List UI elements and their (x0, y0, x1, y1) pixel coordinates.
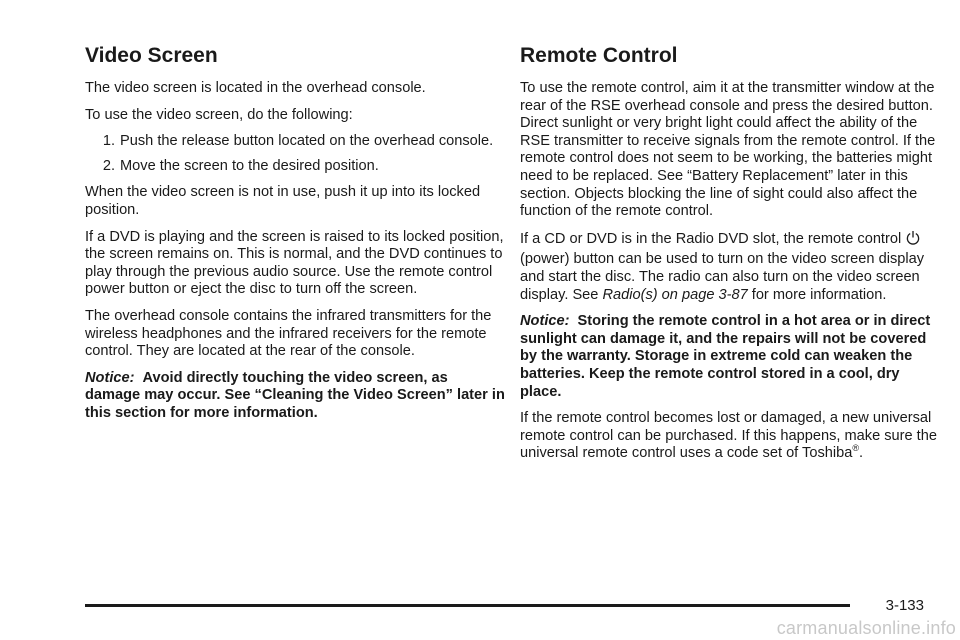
paragraph-end: . (858, 445, 864, 462)
notice-label: Notice: (85, 369, 135, 386)
watermark: carmanualsonline.info (776, 618, 956, 638)
list-item (85, 158, 505, 176)
left-paragraph-4: If a DVD is playing and the screen is raised to its locked position, the screen remains on. This is normal, and the DVD continues to play through the previous audio source. Use the remote control power button or eject the disc to turn off the screen. (85, 228, 504, 298)
left-paragraph-2: To use the video screen, do the following: (85, 106, 353, 123)
left-paragraph-5: The overhead console contains the infrared transmitters for the wireless headphones and the infrared receivers for the remote control. They are located at the rear of the console. (85, 307, 492, 360)
left-notice (85, 370, 505, 423)
step-text: Push the release button located on the overhead console. (120, 133, 494, 150)
remote-control-heading: Remote Control (520, 44, 678, 67)
paragraph-text: (power) button can be used to turn on the video screen display and start the disc. The radio can also turn on the video screen display. See (520, 251, 925, 303)
left-paragraph-1: The video screen is located in the overhead console. (85, 80, 426, 96)
right-paragraph-3 (520, 410, 940, 463)
step-number: 2. (102, 157, 115, 174)
paragraph-text: If the remote control becomes lost or damaged, a new universal remote control can be purchased. If this happens, make sure the universal remote control uses a code set of Toshiba (520, 410, 937, 462)
paragraph-text: for more information. (751, 286, 887, 303)
power-icon (906, 230, 920, 252)
paragraph-text: If a CD or DVD is in the Radio DVD slot, the remote control (520, 230, 902, 247)
right-notice (520, 313, 940, 401)
left-paragraph-3: When the video screen is not in use, push it up into its locked position. (85, 184, 481, 218)
page-number: 3-133 (885, 597, 924, 614)
steps-list (85, 133, 505, 175)
notice-text: Avoid directly touching the video screen, as damage may occur. See “Cleaning the Video Screen” later in this section for more information. (85, 369, 505, 421)
notice-label: Notice: (520, 313, 570, 330)
footer-rule (85, 604, 850, 607)
list-item (85, 133, 505, 151)
left-column (85, 44, 505, 432)
video-screen-heading: Video Screen (85, 44, 218, 67)
right-paragraph-1: To use the remote control, aim it at the transmitter window at the rear of the RSE overhead console and press the desired button. Direct sunlight or very bright light could affect the ability of the RSE transmitter to receive signals from the remote control. If the remote control does not seem to be working, the batteries might need to be replaced. See “Battery Replacement” later in this section. Objects blocking the line of sight could also affect the function of the remote control. (520, 80, 936, 220)
step-number: 1. (102, 133, 115, 150)
right-column (520, 44, 940, 472)
step-text: Move the screen to the desired position. (120, 157, 379, 174)
radio-page-reference: Radio(s) on page 3-87 (602, 286, 748, 303)
notice-text: Storing the remote control in a hot area or in direct sunlight can damage it, and the repairs will not be covered by the warranty. Storage in extreme cold can weaken the batteries. Keep the remote control stored in a cool, dry place. (520, 313, 931, 400)
right-paragraph-2 (520, 230, 940, 304)
registered-mark: ® (852, 443, 859, 454)
